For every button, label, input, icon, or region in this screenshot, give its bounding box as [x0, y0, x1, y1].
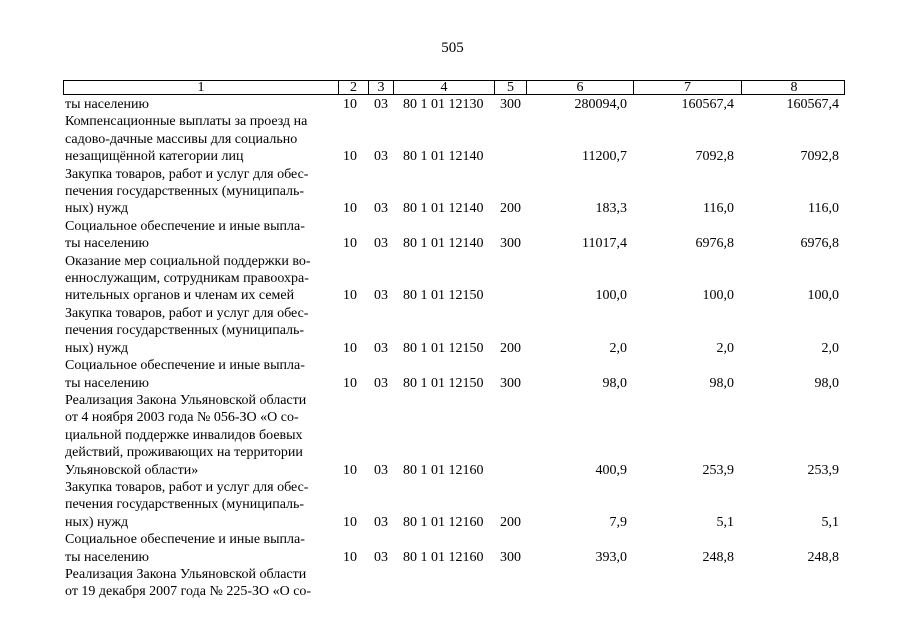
- description-line: Закупка товаров, работ и услуг для обес-: [65, 166, 309, 182]
- description-line: Ульяновской области»: [65, 462, 199, 478]
- amount-col6-cell: 2,0: [609, 340, 627, 356]
- description-line: циальной поддержке инвалидов боевых: [65, 427, 303, 443]
- amount-col8-cell: 6976,8: [800, 236, 839, 252]
- row-description: [65, 253, 335, 305]
- table-row: [0, 392, 905, 479]
- target-article-cell: 80 1 01 12130: [403, 97, 484, 113]
- table-row: [0, 253, 905, 305]
- section-cell: 10: [343, 340, 357, 356]
- row-description: [65, 479, 335, 531]
- amount-col6-cell: 98,0: [602, 375, 627, 391]
- table-row: [0, 113, 905, 165]
- header-col-8: 8: [741, 81, 846, 94]
- subsection-cell: 03: [374, 549, 388, 565]
- row-description: [65, 113, 335, 165]
- description-line: от 19 декабря 2007 года № 225-ЗО «О со-: [65, 584, 312, 600]
- section-cell: 10: [343, 236, 357, 252]
- row-description: [65, 166, 335, 218]
- subsection-cell: 03: [374, 514, 388, 530]
- header-col-5: 5: [494, 81, 526, 94]
- description-line: печения государственных (муниципаль-: [65, 184, 305, 200]
- amount-col7-cell: 100,0: [702, 288, 734, 304]
- amount-col7-cell: 98,0: [709, 375, 734, 391]
- description-line: Социальное обеспечение и иные выпла-: [65, 358, 305, 374]
- subsection-cell: 03: [374, 462, 388, 478]
- description-line: незащищённой категории лиц: [65, 149, 244, 165]
- amount-col8-cell: 248,8: [807, 549, 839, 565]
- amount-col8-cell: 100,0: [807, 288, 839, 304]
- section-cell: 10: [343, 462, 357, 478]
- subsection-cell: 03: [374, 97, 388, 113]
- amount-col8-cell: 7092,8: [800, 149, 839, 165]
- section-cell: 10: [343, 514, 357, 530]
- amount-col7-cell: 160567,4: [681, 97, 734, 113]
- subsection-cell: 03: [374, 340, 388, 356]
- header-col-2: 2: [338, 81, 368, 94]
- table-row: [0, 531, 905, 566]
- amount-col7-cell: 248,8: [702, 549, 734, 565]
- section-cell: 10: [343, 97, 357, 113]
- row-description: [65, 357, 335, 392]
- description-line: Социальное обеспечение и иные выпла-: [65, 218, 305, 234]
- table-row: [0, 218, 905, 253]
- subsection-cell: 03: [374, 201, 388, 217]
- description-line: ты населению: [65, 549, 149, 565]
- table-body: [0, 96, 905, 601]
- target-article-cell: 80 1 01 12140: [403, 201, 484, 217]
- header-col-3: 3: [368, 81, 393, 94]
- amount-col6-cell: 11017,4: [582, 236, 627, 252]
- section-cell: 10: [343, 201, 357, 217]
- target-article-cell: 80 1 01 12140: [403, 236, 484, 252]
- expense-type-cell: 300: [500, 236, 521, 252]
- table-row: [0, 479, 905, 531]
- section-cell: 10: [343, 288, 357, 304]
- description-line: Реализация Закона Ульяновской области: [65, 392, 307, 408]
- target-article-cell: 80 1 01 12160: [403, 514, 484, 530]
- expense-type-cell: 200: [500, 201, 521, 217]
- description-line: ты населению: [65, 236, 149, 252]
- table-row: [0, 305, 905, 357]
- amount-col6-cell: 7,9: [609, 514, 627, 530]
- description-line: Оказание мер социальной поддержки во-: [65, 253, 311, 269]
- table-row: [0, 357, 905, 392]
- amount-col6-cell: 11200,7: [582, 149, 627, 165]
- header-col-7: 7: [633, 81, 741, 94]
- expense-type-cell: 200: [500, 340, 521, 356]
- subsection-cell: 03: [374, 288, 388, 304]
- description-line: Реализация Закона Ульяновской области: [65, 566, 307, 582]
- header-col-4: 4: [393, 81, 494, 94]
- amount-col8-cell: 2,0: [821, 340, 839, 356]
- amount-col8-cell: 98,0: [814, 375, 839, 391]
- row-description: [65, 392, 335, 479]
- expense-type-cell: 300: [500, 375, 521, 391]
- target-article-cell: 80 1 01 12150: [403, 375, 484, 391]
- description-line: Социальное обеспечение и иные выпла-: [65, 532, 305, 548]
- row-description: [65, 305, 335, 357]
- amount-col7-cell: 6976,8: [695, 236, 734, 252]
- target-article-cell: 80 1 01 12150: [403, 340, 484, 356]
- description-line: ты населению: [65, 97, 149, 112]
- description-line: от 4 ноября 2003 года № 056-ЗО «О со-: [65, 410, 299, 426]
- table-header: [63, 80, 845, 95]
- page-number: 505: [441, 40, 464, 56]
- amount-col6-cell: 183,3: [595, 201, 627, 217]
- row-description: [65, 218, 335, 253]
- amount-col6-cell: 280094,0: [574, 97, 627, 113]
- description-line: ных) нужд: [65, 201, 129, 217]
- target-article-cell: 80 1 01 12150: [403, 288, 484, 304]
- description-line: Закупка товаров, работ и услуг для обес-: [65, 305, 309, 321]
- subsection-cell: 03: [374, 375, 388, 391]
- amount-col6-cell: 100,0: [595, 288, 627, 304]
- header-col-1: 1: [197, 80, 205, 95]
- subsection-cell: 03: [374, 149, 388, 165]
- description-line: печения государственных (муниципаль-: [65, 323, 305, 339]
- description-line: нительных органов и членам их семей: [65, 288, 295, 304]
- amount-col8-cell: 253,9: [807, 462, 839, 478]
- amount-col7-cell: 5,1: [716, 514, 734, 530]
- description-line: Компенсационные выплаты за проезд на: [65, 114, 308, 130]
- table-row: [0, 96, 905, 113]
- description-line: ных) нужд: [65, 514, 129, 530]
- description-line: ты населению: [65, 375, 149, 391]
- section-cell: 10: [343, 149, 357, 165]
- description-line: еннослужащим, сотрудникам правоохра-: [65, 271, 309, 287]
- target-article-cell: 80 1 01 12140: [403, 149, 484, 165]
- amount-col6-cell: 393,0: [595, 549, 627, 565]
- description-line: ных) нужд: [65, 340, 129, 356]
- target-article-cell: 80 1 01 12160: [403, 462, 484, 478]
- amount-col8-cell: 5,1: [821, 514, 839, 530]
- table-row: [0, 566, 905, 601]
- header-col-6: 6: [526, 81, 633, 94]
- row-description: [65, 531, 335, 566]
- description-line: садово-дачные массивы для социально: [65, 131, 298, 147]
- amount-col8-cell: 116,0: [808, 201, 839, 217]
- row-description: [65, 96, 335, 113]
- description-line: Закупка товаров, работ и услуг для обес-: [65, 479, 309, 495]
- amount-col7-cell: 253,9: [702, 462, 734, 478]
- amount-col7-cell: 2,0: [716, 340, 734, 356]
- target-article-cell: 80 1 01 12160: [403, 549, 484, 565]
- amount-col7-cell: 116,0: [703, 201, 734, 217]
- amount-col6-cell: 400,9: [595, 462, 627, 478]
- subsection-cell: 03: [374, 236, 388, 252]
- table-row: [0, 166, 905, 218]
- description-line: печения государственных (муниципаль-: [65, 497, 305, 513]
- amount-col7-cell: 7092,8: [695, 149, 734, 165]
- amount-col8-cell: 160567,4: [786, 97, 839, 113]
- expense-type-cell: 300: [500, 97, 521, 113]
- section-cell: 10: [343, 549, 357, 565]
- description-line: действий, проживающих на территории: [65, 445, 303, 461]
- section-cell: 10: [343, 375, 357, 391]
- row-description: [65, 566, 335, 601]
- expense-type-cell: 200: [500, 514, 521, 530]
- expense-type-cell: 300: [500, 549, 521, 565]
